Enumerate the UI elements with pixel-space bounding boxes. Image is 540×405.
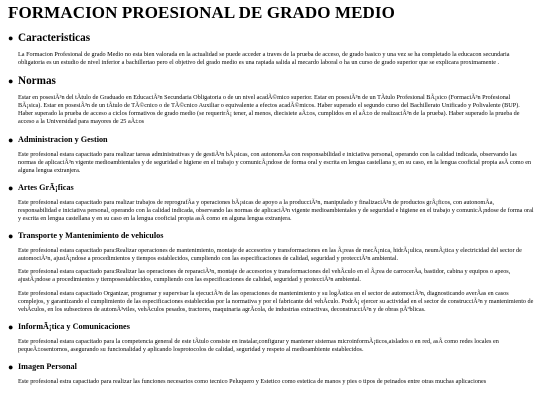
section-heading: Imagen Personal bbox=[18, 361, 77, 371]
bullet-icon: ● bbox=[8, 134, 14, 145]
section-heading: Transporte y Mantenimiento de vehiculos bbox=[18, 231, 164, 241]
section-paragraph: La Formacion Profesional de grado Medio no esta bien valorada en la actualidad se puede acceder a traves de la prueba de acceso, de grado basico y una vez se ha completado la educacon secundaria obligatoria es un estudio de nivel inferior a bachillertao pero el objetivo del grado medio es una rapiada salida al mecardo laboral o ha un curso de grado superior que se explicara proximamente . bbox=[18, 51, 510, 67]
section-imagen-personal bbox=[8, 362, 534, 388]
section-paragraph: Este profesional estara capacitado para la competencia general de este tÃtulo consiste en instalar,configurar y mantener sistemas microinformÃ¡ticos,aislados o en red, asÃ como redes locales en pequeÃ±osentornos, asegurando su funcionalidad y aplicando losprotocolos de calidad, seguridad y respeto al medioambiente establecidos. bbox=[18, 337, 499, 353]
bullet-icon: ● bbox=[8, 76, 14, 87]
section-administracion bbox=[8, 135, 534, 183]
section-paragraph: Estar en posesiÃ³n del tÃtulo de Graduado en EducaciÃ³n Secundaria Obligatoria o de un nivel acadÃ©mico superior. Estar en posesiÃ³n de un TÃtulo Profesional BÃ¡sico (FormaciÃ³n Profesional BÃ¡sica). Estar en posesiÃ³n de un tÃtulo de TÃ©cnico o de TÃ©cnico Auxiliar o equivalente a efectos acadÃ©micos. Haber superado el segundo curso del Bachillerato Unificado y Polivalente (BUP). Haber superado la prueba de acceso a ciclos formativos de grado medio (se requerirÃ¡ tener, al menos, diecisiete aÃ±os, cumplidos en el aÃ±o de realizaciÃ³n de la prueba). Haber superado la prueba de acceso a la Universidad para mayores de 25 aÃ±os bbox=[18, 94, 520, 126]
section-informatica bbox=[8, 322, 534, 362]
section-heading: Administracion y Gestion bbox=[18, 134, 108, 144]
bullet-icon: ● bbox=[8, 33, 14, 43]
section-paragraph: Este profesional estara capacitado para:Realizar las operaciones de reparaciÃ³n, montaje de accesorios y transformaciones del vehÃculo en el Ã¡rea de carrocerÃa, bastidor, cabina y equipos o apeos, ajustÃ¡ndose a procedimientos y tiemposestablecidos, cumpliendo con las especificaciones de calidad, seguridad y protecciÃ³n ambiental. bbox=[18, 268, 511, 284]
bullet-icon: ● bbox=[8, 182, 14, 193]
section-paragraph: Este profesional estara capacitado para realizar trabajos de reprografÃa y operaciones bÃ¡sicas de apoyo a la producciÃ³n, manipulado y finalizaciÃ³n de productos grÃ¡ficos, con autonomÃa, responsabilidad e iniciativa personal, operando con la calidad indicada, observando las normas de aplicaciÃ³n vigente medioambientales y de seguridad e higiene en el trabajo y comunicÃ¡ndose de forma oral y escrita en lengua castellana y en su caso en la lengua cooficial propia asÃ como en alguna lengua extranjera. bbox=[18, 198, 534, 223]
section-heading: Normas bbox=[18, 75, 56, 88]
section-heading: Artes GrÃ¡ficas bbox=[18, 182, 74, 192]
section-paragraph: Este profesional estra capacitado para realizar las funciones necesarios como tecnico Peluquero y Estetico como estetica de manos y pies o tipos de peinados entre otras muchas aplicaciones bbox=[18, 377, 487, 385]
section-heading: Caracteristicas bbox=[18, 32, 91, 44]
bullet-icon: ● bbox=[8, 361, 14, 372]
bullet-icon: ● bbox=[8, 321, 14, 332]
section-heading: InformÃ¡tica y Comunicaciones bbox=[18, 321, 130, 331]
section-paragraph: Este profesional estara capacitado para:Realizar operaciones de mantenimiento, montaje de accesorios y transformaciones en las Ã¡reas de mecÃ¡nica, hidrÃ¡ulica, neumÃ¡tica y electricidad del sector de automociÃ³n, ajustÃ¡ndose a procedimientos y tiempos establecidos, cumpliendo con las especificaciones de calidad, seguridad y protecciÃ³n ambiental. bbox=[18, 247, 522, 263]
section-paragraph: Este profesional estara capacitado Organizar, programar y supervisar la ejecuciÃ³n de las operaciones de mantenimiento y su logÃstica en el sector de automociÃ³n, diagnosticando averÃas en casos complejos, y garantizando el cumplimiento de las especificaciones establecidas por la normativa y por el fabricante del vehÃculo. PodrÃ¡ ejercer su actividad en el sector de construcciÃ³n y mantenimiento de vehÃculos, en los subsectores de automÃ³viles, vehÃculos pesados, tractores, maquinaria agrÃcola, de industrias extractivas, deconstrucciÃ³n y de obras pÃºblicas. bbox=[18, 289, 534, 313]
section-transporte bbox=[8, 231, 534, 322]
section-artes-graficas bbox=[8, 183, 534, 231]
section-normas bbox=[8, 75, 534, 134]
bullet-icon: ● bbox=[8, 231, 14, 242]
section-caracteristicas bbox=[8, 32, 534, 75]
section-paragraph: Este profesional estara capacitado para realizar tareas administrativas y de gestiÃ³n bÃ¡sicas, con autonomÃa con responsabilidad e iniciativa personal, operando con la calidad indicada, observando las normas de aplicaciÃ³n vigente medioambientales y de seguridad e higiene en el trabajo y comunicÃ¡ndose de forma oral y escrita en lengua castellana y, en su caso, en la lengua cooficial propia asÃ como en alguna lengua extranjera. bbox=[18, 150, 532, 174]
page-title: FORMACION PROESIONAL DE GRADO MEDIO bbox=[8, 3, 395, 22]
